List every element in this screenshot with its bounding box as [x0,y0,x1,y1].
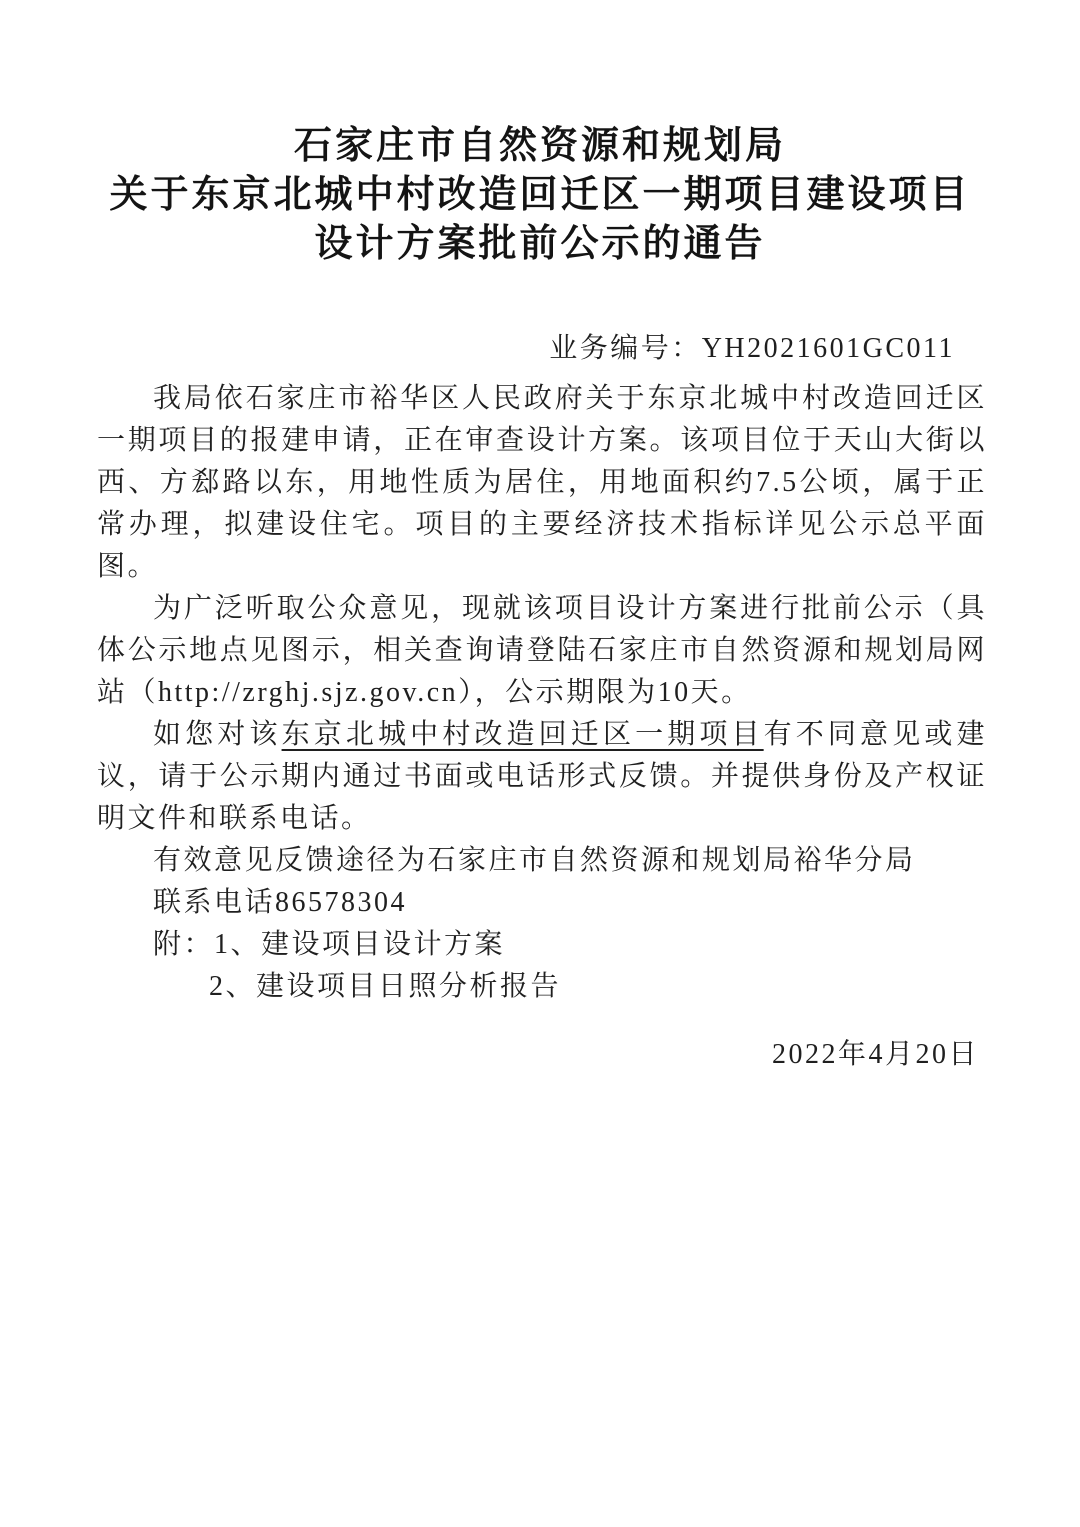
title-line-notice: 设计方案批前公示的通告 [314,223,766,265]
document-date: 2022年4月20日 [771,1039,979,1070]
title-line-agency: 石家庄市自然资源和规划局 [293,125,786,167]
business-number: 业务编号：YH2021601GC011 [549,333,955,364]
feedback-channel-line: 有效意见反馈途径为石家庄市自然资源和规划局裕华分局 [153,845,916,876]
objection-text-after: 有不同意见或建议，请于公示期内通过书面或电话形式反馈。并提供身份及产权证明文件和联系电话。 [97,719,987,834]
document-title [60,122,1020,269]
objection-text-before: 如您对该 [153,719,282,750]
attachment-line-1: 附：1、建设项目设计方案 [153,929,506,960]
paragraph-project-description: 我局依石家庄市裕华区人民政府关于东京北城中村改造回迁区一期项目的报建申请，正在审查设计方案。该项目位于天山大街以西、方郄路以东，用地性质为居住，用地面积约7.5公顷，属于正常办理，拟建设住宅。项目的主要经济技术指标详见公示总平面图。 [97,383,987,582]
title-line-project: 关于东京北城中村改造回迁区一期项目建设项目 [109,174,971,216]
document-body [97,328,987,1076]
attachment-line-2: 2、建设项目日照分析报告 [209,971,562,1002]
objection-project-name-underlined: 东京北城中村改造回迁区一期项目 [281,719,764,750]
contact-phone-line: 联系电话86578304 [153,887,408,918]
paragraph-publicity-info: 为广泛听取公众意见，现就该项目设计方案进行批前公示（具体公示地点见图示，相关查询请登陆石家庄市自然资源和规划局网站（http://zrghj.sjz.gov.cn），公示期限为10天。 [97,593,987,708]
paragraph-objection [97,714,987,840]
